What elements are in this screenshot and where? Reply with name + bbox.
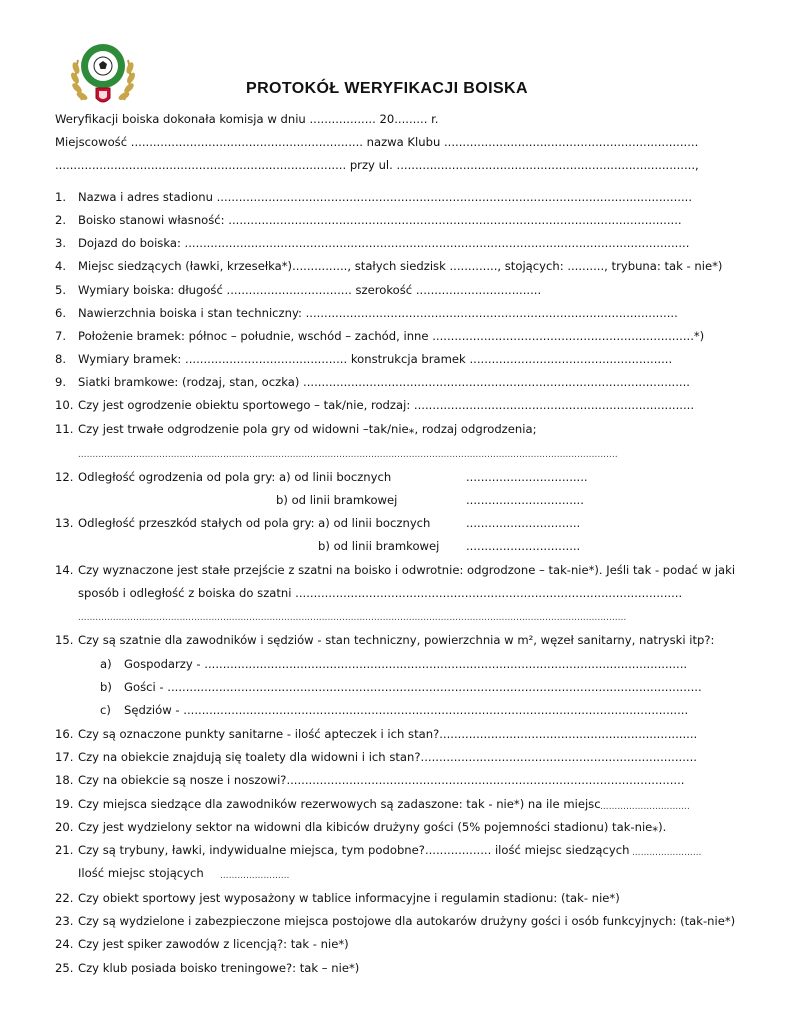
item-number: 15. <box>55 633 74 647</box>
item-number: 4. <box>55 259 67 273</box>
item-number: 1. <box>55 190 67 204</box>
intro-place-line: Miejscowość ............................................................... nazwa Klubu ..................................................................... <box>55 135 699 149</box>
item-15a-text: Gospodarzy - ................................................................................................................................... <box>124 657 688 671</box>
item-number: 9. <box>55 375 67 389</box>
item-number: 12. <box>55 470 74 484</box>
document-title: PROTOKÓŁ WERYFIKACJI BOISKA <box>246 80 528 97</box>
item-number: 19. <box>55 797 74 811</box>
item-21-line2-label: Ilość miejsc stojących <box>78 866 204 880</box>
item-number: 8. <box>55 352 67 366</box>
item-text: Dojazd do boiska: ......................................................................................................................................... <box>78 236 690 250</box>
item-text: Czy na obiekcie są nosze i noszowi?............................................................................................................ <box>78 773 685 787</box>
item-text: Nawierzchnia boiska i stan techniczny: ..................................................................................................... <box>78 306 678 320</box>
item-text: Położenie bramek: północ – południe, wschód – zachód, inne .......................................................................*) <box>78 329 705 343</box>
item-number: 2. <box>55 213 67 227</box>
item-number: 7. <box>55 329 67 343</box>
item-number: 6. <box>55 306 67 320</box>
item-14-line2: sposób i odległość z boiska do szatni ......................................................................................................... <box>78 586 683 600</box>
item-14-dotted-line: ............................................................................................................................................................................................. <box>78 613 627 623</box>
item-15c-letter: c) <box>100 703 111 717</box>
item-12a-dots: ................................. <box>466 470 588 484</box>
intro-address-line: ............................................................................... przy ul. ................................................................................., <box>55 158 699 172</box>
item-13a-dots: ............................... <box>466 516 581 530</box>
item-text: Czy jest wydzielony sektor na widowni dla kibiców drużyny gości (5% pojemności stadionu) tak-nie⁎). <box>78 820 667 834</box>
item-text: Czy na obiekcie znajdują się toalety dla widowni i ich stan?........................................................................... <box>78 750 697 764</box>
item-number: 25. <box>55 961 74 975</box>
item-21-line2-dots: …………………… <box>220 871 290 881</box>
item-text: Czy są wydzielone i zabezpieczone miejsca postojowe dla autokarów drużyny gości i osób funkcyjnych: (tak-nie*) <box>78 914 736 928</box>
item-15b-letter: b) <box>100 680 112 694</box>
item-number: 14. <box>55 563 74 577</box>
item-text: Siatki bramkowe: (rodzaj, stan, oczka) ......................................................................................................... <box>78 375 690 389</box>
item-text: Czy jest trwałe odgrodzenie pola gry od widowni –tak/nie⁎, rodzaj odgrodzenia; <box>78 422 537 436</box>
item-number: 24. <box>55 937 74 951</box>
item-19-dots: …………………………. <box>600 802 690 812</box>
item-text: Boisko stanowi własność: ........................................................................................................................... <box>78 213 682 227</box>
item-number: 22. <box>55 891 74 905</box>
item-number: 10. <box>55 398 74 412</box>
item-text: Czy miejsca siedzące dla zawodników rezerwowych są zadaszone: tak - nie*) na ile miejsc <box>78 797 601 811</box>
item-11-dotted-line: .......................................................................................................................................................................................... <box>78 450 618 460</box>
item-13b-dots: ............................... <box>466 539 581 553</box>
item-13b-label: b) od linii bramkowej <box>318 539 440 553</box>
item-text: Czy jest ogrodzenie obiektu sportowego – tak/nie, rodzaj: ............................................................................ <box>78 398 695 412</box>
association-logo-icon <box>68 38 138 114</box>
item-21-dots: …………………… <box>632 848 702 858</box>
item-text: Czy klub posiada boisko treningowe?: tak – nie*) <box>78 961 360 975</box>
item-text: Czy obiekt sportowy jest wyposażony w tablice informacyjne i regulamin stadionu: (tak- nie*) <box>78 891 620 905</box>
item-text: Nazwa i adres stadionu ................................................................................................................................. <box>78 190 693 204</box>
item-text: Miejsc siedzących (ławki, krzesełka*)..............., stałych siedzisk ............., stojących: .........., trybuna: tak - nie*) <box>78 259 723 273</box>
item-number: 20. <box>55 820 74 834</box>
item-text: Czy jest spiker zawodów z licencją?: tak - nie*) <box>78 937 349 951</box>
intro-date-line: Weryfikacji boiska dokonała komisja w dniu .................. 20......... r. <box>55 112 439 126</box>
item-number: 16. <box>55 727 74 741</box>
item-text: Czy są oznaczone punkty sanitarne - ilość apteczek i ich stan?...................................................................... <box>78 727 698 741</box>
item-number: 21. <box>55 843 74 857</box>
item-text: Czy są trybuny, ławki, indywidualne miejsca, tym podobne?.................. ilość miejsc siedzących <box>78 843 630 857</box>
item-number: 18. <box>55 773 74 787</box>
item-text: Odległość ogrodzenia od pola gry: a) od linii bocznych <box>78 470 392 484</box>
item-number: 5. <box>55 283 67 297</box>
item-15c-text: Sędziów - ......................................................................................................................................... <box>124 703 689 717</box>
item-12b-label: b) od linii bramkowej <box>276 493 398 507</box>
item-number: 23. <box>55 914 74 928</box>
item-text: Odległość przeszkód stałych od pola gry: a) od linii bocznych <box>78 516 431 530</box>
item-text: Czy wyznaczone jest stałe przejście z szatni na boisko i odwrotnie: odgrodzone – tak-nie*). Jeśli tak - podać w jaki <box>78 563 736 577</box>
item-text: Wymiary bramek: ............................................ konstrukcja bramek ....................................................... <box>78 352 673 366</box>
item-12b-dots: ................................ <box>466 493 584 507</box>
item-15a-letter: a) <box>100 657 112 671</box>
item-number: 13. <box>55 516 74 530</box>
item-text: Wymiary boiska: długość .................................. szerokość .................................. <box>78 283 542 297</box>
item-text: Czy są szatnie dla zawodników i sędziów - stan techniczny, powierzchnia w m², węzeł sanitarny, natryski itp?: <box>78 633 715 647</box>
item-number: 11. <box>55 422 74 436</box>
item-number: 3. <box>55 236 67 250</box>
item-number: 17. <box>55 750 74 764</box>
item-15b-text: Gości - ................................................................................................................................................. <box>124 680 702 694</box>
